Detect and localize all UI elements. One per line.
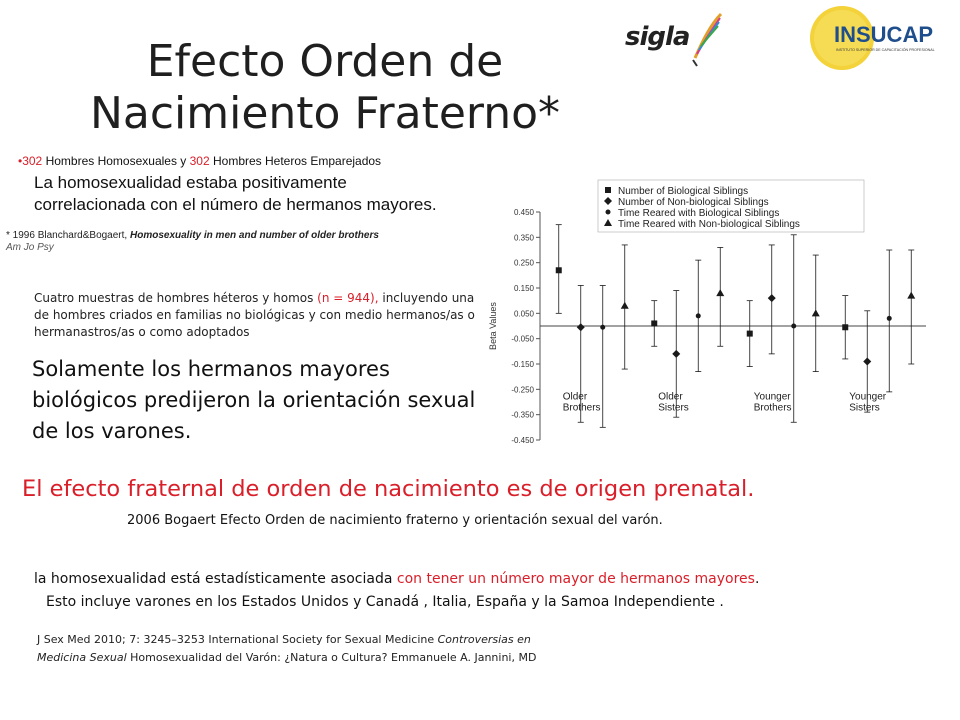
association-statement	[34, 571, 759, 587]
legend-marker	[604, 219, 612, 226]
legend-marker	[604, 197, 612, 205]
samples-description	[34, 290, 484, 341]
association-text-a: la homosexualidad está estadísticamente asociada	[34, 571, 397, 587]
legend-label: Number of Non-biological Siblings	[618, 197, 769, 208]
y-tick-label: 0.150	[513, 284, 534, 293]
legend-label: Number of Biological Siblings	[618, 186, 749, 197]
jsex-line1: J Sex Med 2010; 7: 3245–3253 International Society for Sexual Medicine	[37, 633, 438, 646]
category-label: Younger Sisters	[849, 391, 887, 414]
samples-text-b: incluyendo una de hombres criados en familias no biológicas y con medio hermanos/as o hermanastros/as o como adoptados	[34, 291, 475, 339]
data-point	[747, 331, 753, 337]
data-point	[863, 357, 871, 365]
feather-icon	[625, 10, 725, 70]
data-point	[887, 316, 892, 321]
data-point	[556, 267, 562, 273]
blanchard-reference	[6, 230, 379, 254]
legend-marker	[605, 187, 611, 193]
data-point	[842, 324, 848, 330]
sigla-logo-text: sigla	[625, 22, 690, 52]
y-tick-label: -0.350	[511, 410, 534, 420]
data-point	[768, 294, 776, 302]
association-text-c: .	[754, 571, 760, 587]
beta-values-chart	[484, 178, 944, 450]
data-point	[600, 325, 605, 330]
jsex-line1-italic: Controversias en	[437, 633, 531, 646]
category-label: Younger Brothers	[753, 391, 792, 414]
ref-prefix: * 1996 Blanchard&Bogaert,	[6, 230, 130, 241]
ref-journal: Am Jo Psy	[6, 242, 54, 253]
legend-label: Time Reared with Non-biological Siblings	[618, 219, 800, 230]
bogaert-reference: 2006 Bogaert Efecto Orden de nacimiento fraterno y orientación sexual del varón.	[127, 513, 663, 528]
jsex-line2: Homosexualidad del Varón: ¿Natura o Cultura? Emmanuele A. Jannini, MD	[126, 651, 537, 664]
data-point	[812, 309, 820, 316]
ref-title: Homosexuality in men and number of older brothers	[129, 230, 379, 241]
data-point	[791, 324, 796, 329]
data-point	[651, 320, 657, 326]
countries-statement: Esto incluye varones en los Estados Unidos y Canadá , Italia, España y la Samoa Independiente .	[46, 594, 724, 610]
correlation-finding: La homosexualidad estaba positivamente correlacionada con el número de hermanos mayores.	[34, 173, 437, 214]
jsex-reference	[37, 631, 637, 667]
sample-size: (n = 944),	[317, 291, 379, 305]
homosexual-count: 302	[22, 154, 43, 168]
only-older-brothers-statement: Solamente los hermanos mayores biológicos predijeron la orientación sexual de los varones.	[32, 357, 476, 443]
y-tick-label: 0.450	[513, 208, 534, 217]
study-sample-line: •302 Hombres Homosexuales y 302 Hombres Heteros Emparejados	[18, 154, 382, 168]
category-label: Older Sisters	[658, 391, 689, 414]
data-point	[696, 313, 701, 318]
legend-marker	[606, 210, 611, 215]
y-tick-label: 0.250	[513, 258, 534, 268]
study-sample-text-b: Hombres Heteros Emparejados	[209, 154, 382, 168]
y-tick-label: 0.050	[513, 309, 534, 319]
jsex-line2-italic: Medicina Sexual	[37, 651, 127, 664]
y-axis-label: Beta Values	[488, 302, 498, 350]
association-highlight: con tener un número mayor de hermanos mayores	[396, 571, 755, 587]
page-title: Efecto Orden de Nacimiento Fraterno*	[89, 36, 561, 139]
chart-legend	[598, 180, 864, 232]
prenatal-conclusion: El efecto fraternal de orden de nacimiento es de origen prenatal.	[22, 476, 755, 502]
y-tick-label: -0.250	[511, 385, 534, 395]
data-point	[621, 302, 629, 309]
y-tick-label: -0.450	[511, 436, 534, 445]
data-point	[577, 323, 585, 331]
y-tick-label: 0.350	[513, 233, 534, 243]
heterosexual-count: 302	[189, 154, 210, 168]
samples-text-a: Cuatro muestras de hombres héteros y homos	[34, 291, 318, 305]
y-tick-label: -0.150	[511, 360, 534, 369]
data-point	[716, 289, 724, 296]
insucap-logo	[808, 2, 958, 72]
data-point	[907, 292, 915, 299]
study-sample-text-a: Hombres Homosexuales y	[42, 154, 190, 168]
sigla-logo	[625, 10, 725, 70]
data-point	[672, 350, 680, 358]
insucap-logo-subtitle: INSTITUTO SUPERIOR DE CAPACITACIÓN PROFESIONAL	[836, 48, 935, 52]
insucap-logo-text: INSUCAP	[834, 22, 934, 47]
category-label: Older Brothers	[562, 391, 601, 414]
y-tick-label: -0.050	[511, 334, 534, 344]
legend-label: Time Reared with Biological Siblings	[618, 208, 780, 219]
